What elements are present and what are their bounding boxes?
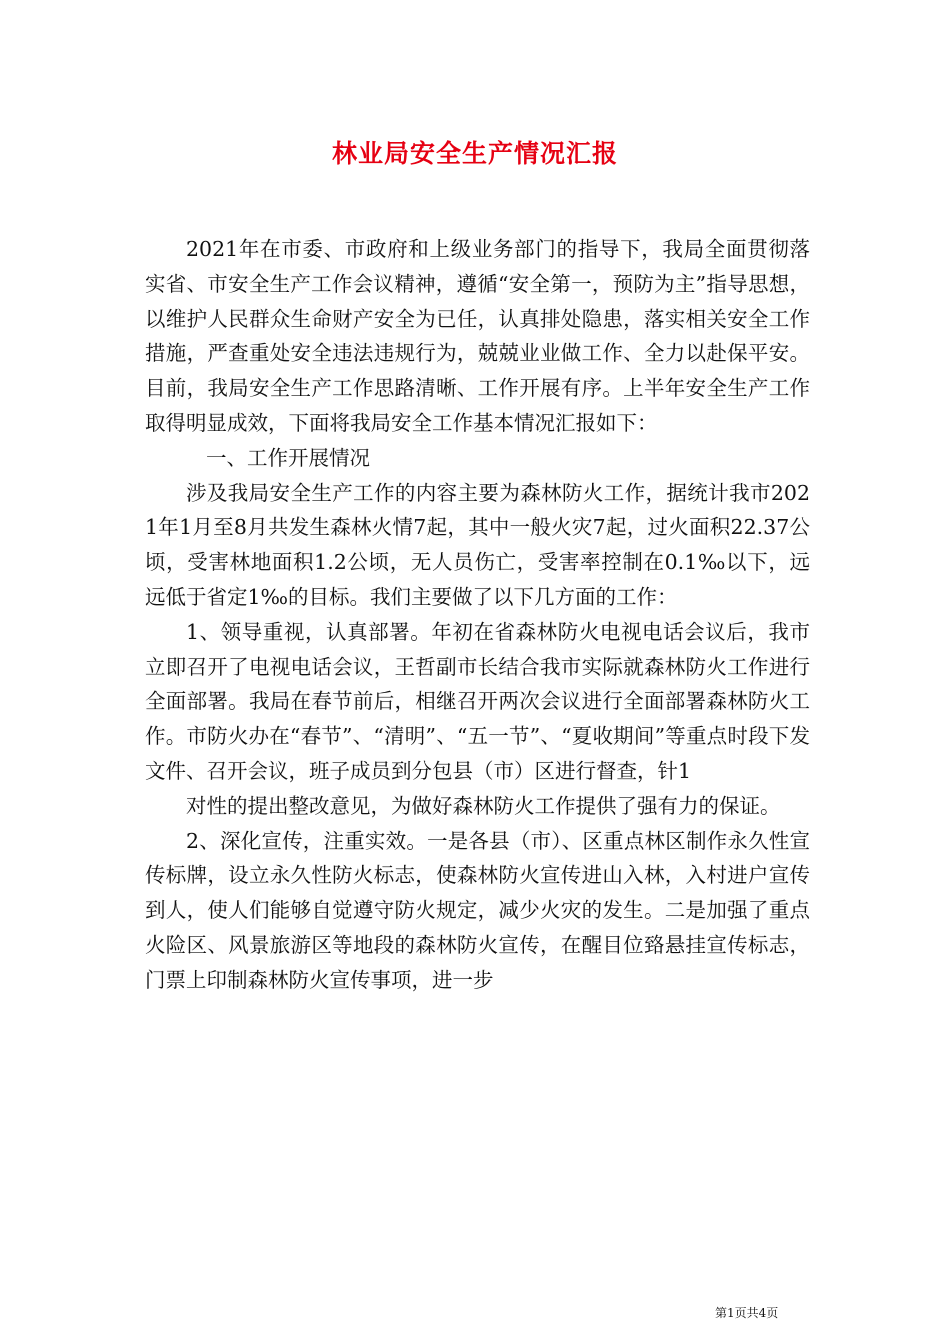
paragraph-item-2: 2、深化宣传，注重实效。一是各县（市）、区重点林区制作永久性宣传标牌，设立永久性防火标志，使森林防火宣传进山入林，入村进户宣传到人，使人们能够自觉遵守防火规定，减少火灾的发生。二是加强了重点火险区、风景旅游区等地段的森林防火宣传，在醒目位臵悬挂宣传标志，门票上印制森林防火宣传事项，进一步: [145, 828, 810, 992]
paragraph-intro: 2021年在市委、市政府和上级业务部门的指导下，我局全面贯彻落实省、市安全生产工作会议精神，遵循“安全第一，预防为主”指导思想，以维护人民群众生命财产安全为已任，认真排处隐患，落实相关安全工作措施，严查重处安全违法违规行为，兢兢业业做工作、全力以赴保平安。目前，我局安全生产工作思路清晰、工作开展有序。上半年安全生产工作取得明显成效，下面将我局安全工作基本情况汇报如下：: [145, 237, 810, 435]
paragraph-item-1: 1、领导重视，认真部署。年初在省森林防火电视电话会议后，我市立即召开了电视电话会议，王哲副市长结合我市实际就森林防火工作进行全面部署。我局在春节前后，相继召开两次会议进行全面部署森林防火工作。市防火办在“春节”、“清明”、“五一节”、“夏收期间”等重点时段下发文件、召开会议，班子成员到分包县（市）区进行督查，针1: [145, 619, 810, 783]
document-body: [145, 232, 810, 998]
paragraph-item-1-continued: 对性的提出整改意见，为做好森林防火工作提供了强有力的保证。: [186, 793, 781, 818]
paragraph-overview: 涉及我局安全生产工作的内容主要为森林防火工作，据统计我市2021年1月至8月共发生森林火情7起，其中一般火灾7起，过火面积22.37公顷，受害林地面积1.2公顷，无人员伤亡，受害率控制在0.1‰以下，远远低于省定1‰的目标。我们主要做了以下几方面的工作：: [145, 480, 810, 609]
document-title: 林业局安全生产情况汇报: [331, 139, 618, 168]
page-number: 第1页共4页: [715, 1306, 779, 1320]
section-heading: 一、工作开展情况: [206, 445, 370, 470]
